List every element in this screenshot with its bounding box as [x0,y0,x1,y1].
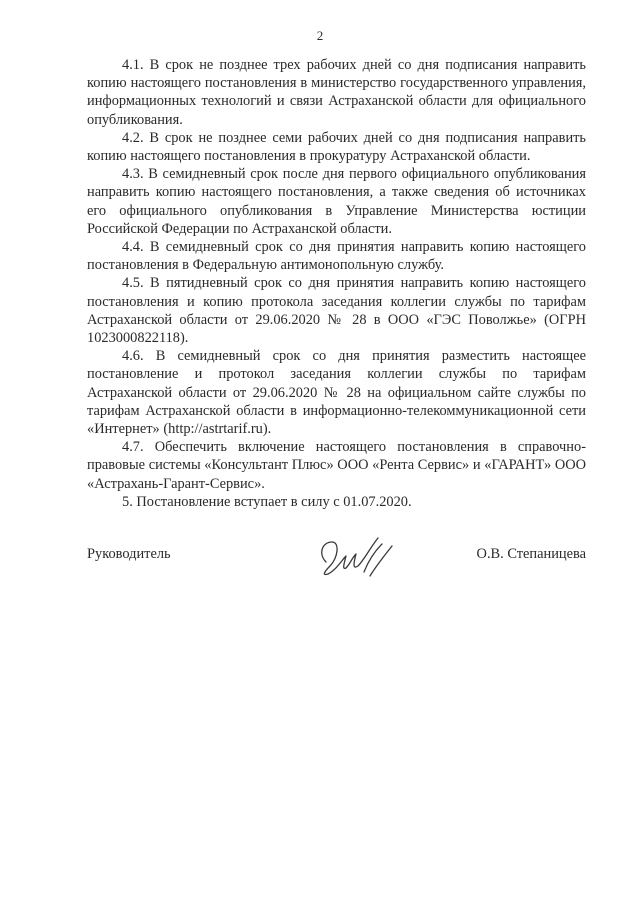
paragraph-4-7: 4.7. Обеспечить включение настоящего постановления в справочно-правовые системы «Консультант Плюс» ООО «Рента Сервис» и «ГАРАНТ» ООО «Астрахань-Гарант-Сервис». [87,439,586,492]
paragraph-5: 5. Постановление вступает в силу с 01.07.2020. [122,493,412,510]
signature-block [87,540,586,576]
document-body [87,56,586,511]
paragraph-4-1: 4.1. В срок не позднее трех рабочих дней со дня подписания направить копию настоящего постановления в министерство государственного управления, информационных технологий и связи Астраханской области для официального опубликования. [87,57,586,128]
paragraph-4-5: 4.5. В пятидневный срок со дня принятия направить копию настоящего постановления и копию протокола заседания коллегии службы по тарифам Астраханской области от 29.06.2020 № 28 в ООО «ГЭС Поволжье» (ОГРН 1023000822118). [87,275,586,347]
paragraph-4-2: 4.2. В срок не позднее семи рабочих дней со дня подписания направить копию настоящего постановления в прокуратуру Астраханской области. [87,129,586,165]
signatory-role: Руководитель [87,546,171,562]
paragraph-4-3: 4.3. В семидневный срок после дня первого официального опубликования направить копию настоящего постановления, а также сведения об источниках его официального опубликования в Управление Министерства юстиции Российской Федерации по Астраханской области. [87,166,586,237]
page-number: 2 [316,28,324,43]
signatory-name: О.В. Степаницева [476,546,586,562]
paragraph-4-6: 4.6. В семидневный срок со дня принятия разместить настоящее постановление и протокол заседания коллегии службы по тарифам Астраханской области от 29.06.2020 № 28 на официальном сайте службы по тарифам Астраханской области в информационно-телекоммуникационной сети «Интернет» (http://astrtarif.ru). [87,348,586,438]
handwritten-signature [312,532,402,584]
paragraph-4-4: 4.4. В семидневный срок со дня принятия направить копию настоящего постановления в Федеральную антимонопольную службу. [87,239,586,274]
